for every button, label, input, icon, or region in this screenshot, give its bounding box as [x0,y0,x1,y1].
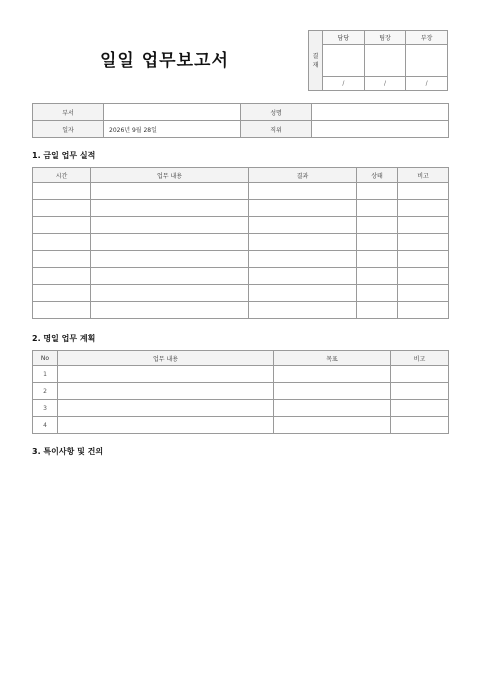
result-cell[interactable] [249,251,357,268]
time-cell[interactable] [33,217,91,234]
col-header-plan-note: 비고 [391,351,449,366]
table-row [33,417,449,434]
approval-date-team-lead: / [364,77,406,91]
result-cell[interactable] [249,268,357,285]
time-cell[interactable] [33,251,91,268]
row-number: 4 [33,417,58,434]
plan-note-cell[interactable] [391,400,449,417]
approval-box [308,30,448,91]
time-cell[interactable] [33,302,91,319]
document-title: 일일 업무보고서 [100,51,229,71]
task-cell[interactable] [91,200,249,217]
result-cell[interactable] [249,234,357,251]
plan-note-cell[interactable] [391,383,449,400]
row-number: 3 [33,400,58,417]
status-cell[interactable] [357,217,398,234]
section-3-title: 3. 특이사항 및 건의 [32,447,104,456]
row-number: 1 [33,366,58,383]
approval-side-char-1: 결 [312,52,319,60]
position-field[interactable] [312,121,449,138]
col-header-note: 비고 [398,168,449,183]
time-cell[interactable] [33,268,91,285]
table-row [33,285,449,302]
status-cell[interactable] [357,234,398,251]
result-cell[interactable] [249,302,357,319]
approval-role-manager: 부장 [406,31,448,45]
task-cell[interactable] [91,183,249,200]
approval-date-manager: / [406,77,448,91]
approval-side-label [309,31,323,91]
table-row [33,302,449,319]
table-row [33,234,449,251]
table-row [33,383,449,400]
task-cell[interactable] [91,217,249,234]
dept-label: 부서 [33,104,104,121]
col-header-task: 업무 내용 [91,168,249,183]
table-row [33,217,449,234]
approval-sign-staff[interactable] [323,45,365,77]
plan-note-cell[interactable] [391,417,449,434]
table-row [33,183,449,200]
info-table [32,103,449,138]
plan-task-cell[interactable] [58,417,274,434]
col-header-time: 시간 [33,168,91,183]
plan-task-cell[interactable] [58,400,274,417]
approval-side-char-2: 재 [312,61,319,69]
position-label: 직위 [241,121,312,138]
note-cell[interactable] [398,285,449,302]
note-cell[interactable] [398,268,449,285]
status-cell[interactable] [357,183,398,200]
time-cell[interactable] [33,183,91,200]
time-cell[interactable] [33,234,91,251]
plan-note-cell[interactable] [391,366,449,383]
plan-goal-cell[interactable] [274,383,391,400]
table-row [33,268,449,285]
col-header-status: 상태 [357,168,398,183]
task-cell[interactable] [91,251,249,268]
time-cell[interactable] [33,285,91,302]
tomorrow-plan-table [32,350,449,434]
table-row [33,366,449,383]
result-cell[interactable] [249,200,357,217]
date-field[interactable]: 2026년 9월 28일 [104,121,241,138]
name-label: 성명 [241,104,312,121]
note-cell[interactable] [398,251,449,268]
col-header-plan-task: 업무 내용 [58,351,274,366]
col-header-goal: 목표 [274,351,391,366]
task-cell[interactable] [91,234,249,251]
note-cell[interactable] [398,234,449,251]
note-cell[interactable] [398,200,449,217]
task-cell[interactable] [91,268,249,285]
status-cell[interactable] [357,200,398,217]
task-cell[interactable] [91,302,249,319]
dept-field[interactable] [104,104,241,121]
task-cell[interactable] [91,285,249,302]
date-label: 일자 [33,121,104,138]
plan-goal-cell[interactable] [274,417,391,434]
status-cell[interactable] [357,251,398,268]
col-header-no: No [33,351,58,366]
today-work-table [32,167,449,319]
name-field[interactable] [312,104,449,121]
today-work-body [33,183,449,319]
section-1-title: 1. 금일 업무 실적 [32,151,96,160]
time-cell[interactable] [33,200,91,217]
table-row [33,200,449,217]
table-row [33,251,449,268]
result-cell[interactable] [249,183,357,200]
plan-task-cell[interactable] [58,383,274,400]
approval-sign-manager[interactable] [406,45,448,77]
approval-role-staff: 담당 [323,31,365,45]
approval-date-staff: / [323,77,365,91]
col-header-result: 결과 [249,168,357,183]
plan-goal-cell[interactable] [274,400,391,417]
plan-task-cell[interactable] [58,366,274,383]
status-cell[interactable] [357,285,398,302]
result-cell[interactable] [249,285,357,302]
plan-goal-cell[interactable] [274,366,391,383]
row-number: 2 [33,383,58,400]
approval-role-team-lead: 팀장 [364,31,406,45]
status-cell[interactable] [357,302,398,319]
table-row [33,400,449,417]
approval-sign-team-lead[interactable] [364,45,406,77]
section-2-title: 2. 명일 업무 계획 [32,334,96,343]
status-cell[interactable] [357,268,398,285]
note-cell[interactable] [398,183,449,200]
note-cell[interactable] [398,302,449,319]
result-cell[interactable] [249,217,357,234]
note-cell[interactable] [398,217,449,234]
